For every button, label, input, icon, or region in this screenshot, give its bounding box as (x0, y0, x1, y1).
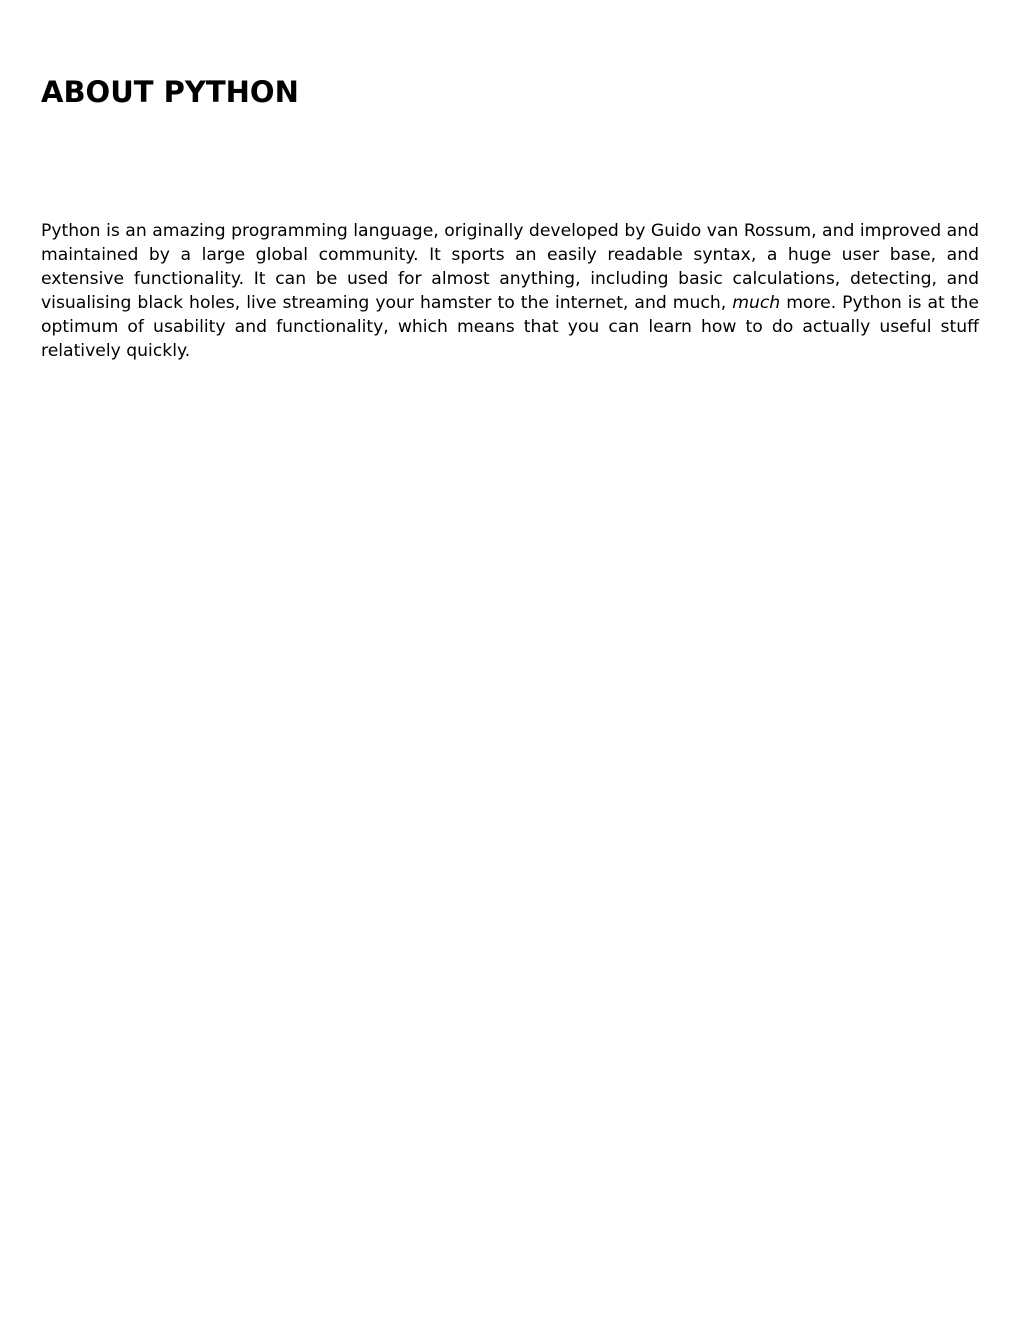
paragraph-text-end: more. Python is at the optimum of usability and functionality, which means that you can learn how to do actually useful stuff relatively quickly. (41, 293, 979, 361)
emphasis-text: much (732, 293, 781, 313)
page-title: ABOUT PYTHON (41, 75, 299, 109)
body-paragraph (41, 219, 979, 363)
paragraph-text-start: Python is an amazing programming language, originally developed by Guido van Rossum, and improved and maintained by a large global community. It sports an easily readable syntax, a huge user base, and extensive functionality. It can be used for almost anything, including basic calculations, detecting, and visualising black holes, live streaming your hamster to the internet, and much, (41, 221, 979, 313)
